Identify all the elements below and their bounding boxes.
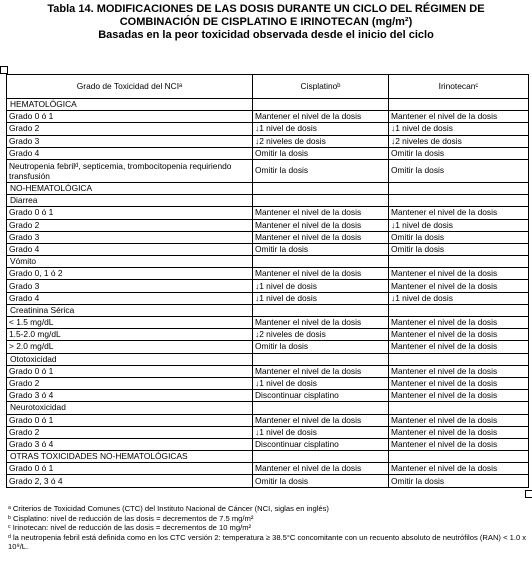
grade-cell: Grado 2 bbox=[7, 123, 253, 135]
grade-cell: Grado 3 bbox=[7, 280, 253, 292]
table-body bbox=[7, 99, 529, 488]
section-row bbox=[7, 99, 529, 111]
table-row bbox=[7, 438, 529, 450]
empty-cell bbox=[389, 195, 529, 207]
irinotecan-cell: Mantener el nivel de la dosis bbox=[389, 111, 529, 123]
grade-cell: Grado 0 ó 1 bbox=[7, 463, 253, 475]
cisplatin-cell: ↓1 nivel de dosis bbox=[253, 426, 389, 438]
table-resize-handle[interactable] bbox=[525, 490, 532, 498]
section-label: NO-HEMATOLÓGICA bbox=[7, 182, 253, 194]
irinotecan-cell: Mantener el nivel de la dosis bbox=[389, 280, 529, 292]
irinotecan-cell: Omitir la dosis bbox=[389, 231, 529, 243]
empty-cell bbox=[253, 99, 389, 111]
dose-modification-table bbox=[6, 74, 529, 488]
section-row bbox=[7, 353, 529, 365]
table-row bbox=[7, 135, 529, 147]
irinotecan-cell: Mantener el nivel de la dosis bbox=[389, 207, 529, 219]
table-row bbox=[7, 426, 529, 438]
cisplatin-cell: Mantener el nivel de la dosis bbox=[253, 414, 389, 426]
section-label: Creatinina Sérica bbox=[7, 304, 253, 316]
table-move-handle[interactable] bbox=[0, 66, 8, 74]
table-row bbox=[7, 390, 529, 402]
irinotecan-cell: Mantener el nivel de la dosis bbox=[389, 390, 529, 402]
table-row bbox=[7, 329, 529, 341]
table-row bbox=[7, 280, 529, 292]
empty-cell bbox=[389, 353, 529, 365]
table-row bbox=[7, 475, 529, 487]
empty-cell bbox=[253, 182, 389, 194]
cisplatin-cell: ↓1 nivel de dosis bbox=[253, 280, 389, 292]
grade-cell: Grado 3 ó 4 bbox=[7, 390, 253, 402]
grade-cell: Grado 2 bbox=[7, 219, 253, 231]
cisplatin-cell: ↓2 niveles de dosis bbox=[253, 329, 389, 341]
cisplatin-cell: Mantener el nivel de la dosis bbox=[253, 365, 389, 377]
cisplatin-cell: ↓1 nivel de dosis bbox=[253, 292, 389, 304]
cisplatin-cell: Omitir la dosis bbox=[253, 147, 389, 159]
footnotes bbox=[8, 504, 528, 552]
cisplatin-cell: Mantener el nivel de la dosis bbox=[253, 463, 389, 475]
grade-cell: Grado 0, 1 ó 2 bbox=[7, 268, 253, 280]
table-row bbox=[7, 219, 529, 231]
irinotecan-cell: ↓1 nivel de dosis bbox=[389, 123, 529, 135]
footnote: ᵇ Cisplatino: nivel de reducción de las dosis = decrementos de 7.5 mg/m² bbox=[8, 513, 254, 523]
table-row bbox=[7, 243, 529, 255]
empty-cell bbox=[253, 353, 389, 365]
grade-cell: Grado 3 bbox=[7, 135, 253, 147]
irinotecan-cell: Mantener el nivel de la dosis bbox=[389, 268, 529, 280]
cisplatin-cell: Omitir la dosis bbox=[253, 341, 389, 353]
section-label: OTRAS TOXICIDADES NO-HEMATOLÓGICAS bbox=[7, 451, 253, 463]
cisplatin-cell: Mantener el nivel de la dosis bbox=[253, 219, 389, 231]
irinotecan-cell: Mantener el nivel de la dosis bbox=[389, 341, 529, 353]
section-row bbox=[7, 195, 529, 207]
table-row bbox=[7, 123, 529, 135]
footnote: ᵈ la neutropenia febril está definida como en los CTC versión 2: temperatura ≥ 38.5°C concomitante con un recuento absoluto de neutrófilos (RAN) < 1.0 x 10⁹/L. bbox=[8, 532, 527, 552]
irinotecan-cell: Mantener el nivel de la dosis bbox=[389, 329, 529, 341]
title-line-1: Tabla 14. MODIFICACIONES DE LAS DOSIS DURANTE UN CICLO DEL RÉGIMEN DE bbox=[47, 3, 485, 15]
cisplatin-cell: Mantener el nivel de la dosis bbox=[253, 317, 389, 329]
section-row bbox=[7, 304, 529, 316]
table-row bbox=[7, 268, 529, 280]
table-row bbox=[7, 292, 529, 304]
cisplatin-cell: Mantener el nivel de la dosis bbox=[253, 231, 389, 243]
section-label: Diarrea bbox=[7, 195, 253, 207]
grade-cell: Grado 0 ó 1 bbox=[7, 414, 253, 426]
table-row bbox=[7, 317, 529, 329]
cisplatin-cell: ↓1 nivel de dosis bbox=[253, 123, 389, 135]
grade-cell: Grado 2 bbox=[7, 426, 253, 438]
empty-cell bbox=[253, 256, 389, 268]
irinotecan-cell: Mantener el nivel de la dosis bbox=[389, 317, 529, 329]
table-row bbox=[7, 463, 529, 475]
irinotecan-cell: Mantener el nivel de la dosis bbox=[389, 377, 529, 389]
title-line-2: COMBINACIÓN DE CISPLATINO E IRINOTECAN (mg/m²) bbox=[119, 16, 413, 28]
empty-cell bbox=[389, 99, 529, 111]
empty-cell bbox=[389, 256, 529, 268]
title-line-3: Basadas en la peor toxicidad observada desde el inicio del ciclo bbox=[98, 29, 434, 41]
table-row bbox=[7, 414, 529, 426]
empty-cell bbox=[253, 402, 389, 414]
table-row bbox=[7, 147, 529, 159]
empty-cell bbox=[389, 402, 529, 414]
grade-cell: Grado 0 ó 1 bbox=[7, 111, 253, 123]
grade-cell: > 2.0 mg/dL bbox=[7, 341, 253, 353]
irinotecan-cell: ↓1 nivel de dosis bbox=[389, 219, 529, 231]
cisplatin-cell: Omitir la dosis bbox=[253, 475, 389, 487]
empty-cell bbox=[389, 182, 529, 194]
grade-cell: Grado 4 bbox=[7, 292, 253, 304]
footnote: ᵃ Criterios de Toxicidad Comunes (CTC) del Instituto Nacional de Cáncer (NCI, siglas en inglés) bbox=[8, 504, 329, 513]
grade-cell: 1.5-2.0 mg/dL bbox=[7, 329, 253, 341]
table-row bbox=[7, 207, 529, 219]
empty-cell bbox=[389, 304, 529, 316]
grade-cell: Grado 3 ó 4 bbox=[7, 438, 253, 450]
irinotecan-cell: Omitir la dosis bbox=[389, 243, 529, 255]
grade-cell: Grado 2, 3 ó 4 bbox=[7, 475, 253, 487]
cisplatin-cell: ↓2 niveles de dosis bbox=[253, 135, 389, 147]
header-irinotecan: Irinotecanᶜ bbox=[389, 75, 529, 99]
section-label: Vómito bbox=[7, 256, 253, 268]
cisplatin-cell: Discontinuar cisplatino bbox=[253, 438, 389, 450]
cisplatin-cell: Discontinuar cisplatino bbox=[253, 390, 389, 402]
grade-cell: Grado 4 bbox=[7, 147, 253, 159]
cisplatin-cell: Mantener el nivel de la dosis bbox=[253, 268, 389, 280]
irinotecan-cell: Mantener el nivel de la dosis bbox=[389, 365, 529, 377]
footnote: ᶜ Irinotecan: nivel de reducción de las dosis = decrementos de 10 mg/m² bbox=[8, 523, 252, 533]
cisplatin-cell: Omitir la dosis bbox=[253, 159, 389, 182]
grade-cell: Grado 0 ó 1 bbox=[7, 207, 253, 219]
empty-cell bbox=[253, 304, 389, 316]
cisplatin-cell: Mantener el nivel de la dosis bbox=[253, 207, 389, 219]
irinotecan-cell: Omitir la dosis bbox=[389, 147, 529, 159]
irinotecan-cell: Omitir la dosis bbox=[389, 475, 529, 487]
table-header-row bbox=[7, 75, 529, 99]
irinotecan-cell: Mantener el nivel de la dosis bbox=[389, 463, 529, 475]
table-row bbox=[7, 111, 529, 123]
irinotecan-cell: ↓1 nivel de dosis bbox=[389, 292, 529, 304]
section-row bbox=[7, 182, 529, 194]
header-grade: Grado de Toxicidad del NCIᵃ bbox=[7, 75, 253, 99]
section-row bbox=[7, 256, 529, 268]
irinotecan-cell: Mantener el nivel de la dosis bbox=[389, 438, 529, 450]
cisplatin-cell: Omitir la dosis bbox=[253, 243, 389, 255]
section-row bbox=[7, 402, 529, 414]
grade-cell: < 1.5 mg/dL bbox=[7, 317, 253, 329]
table-row bbox=[7, 341, 529, 353]
empty-cell bbox=[253, 195, 389, 207]
grade-cell: Grado 2 bbox=[7, 377, 253, 389]
irinotecan-cell: Mantener el nivel de la dosis bbox=[389, 426, 529, 438]
table-title bbox=[0, 3, 532, 42]
table-row bbox=[7, 159, 529, 182]
cisplatin-cell: ↓1 nivel de dosis bbox=[253, 377, 389, 389]
irinotecan-cell: Mantener el nivel de la dosis bbox=[389, 414, 529, 426]
grade-cell: Neutropenia febrilᵈ, septicemia, trombocitopenia requiriendo transfusión bbox=[7, 159, 253, 182]
grade-cell: Grado 4 bbox=[7, 243, 253, 255]
table-row bbox=[7, 231, 529, 243]
table-row bbox=[7, 377, 529, 389]
section-row bbox=[7, 451, 529, 463]
section-label: Neurotoxicidad bbox=[7, 402, 253, 414]
empty-cell bbox=[253, 451, 389, 463]
empty-cell bbox=[389, 451, 529, 463]
grade-cell: Grado 0 ó 1 bbox=[7, 365, 253, 377]
irinotecan-cell: ↓2 niveles de dosis bbox=[389, 135, 529, 147]
section-label: HEMATOLÓGICA bbox=[7, 99, 253, 111]
section-label: Ototoxicidad bbox=[7, 353, 253, 365]
irinotecan-cell: Omitir la dosis bbox=[389, 159, 529, 182]
header-cisplatin: Cisplatinoᵇ bbox=[253, 75, 389, 99]
cisplatin-cell: Mantener el nivel de la dosis bbox=[253, 111, 389, 123]
grade-cell: Grado 3 bbox=[7, 231, 253, 243]
table-row bbox=[7, 365, 529, 377]
